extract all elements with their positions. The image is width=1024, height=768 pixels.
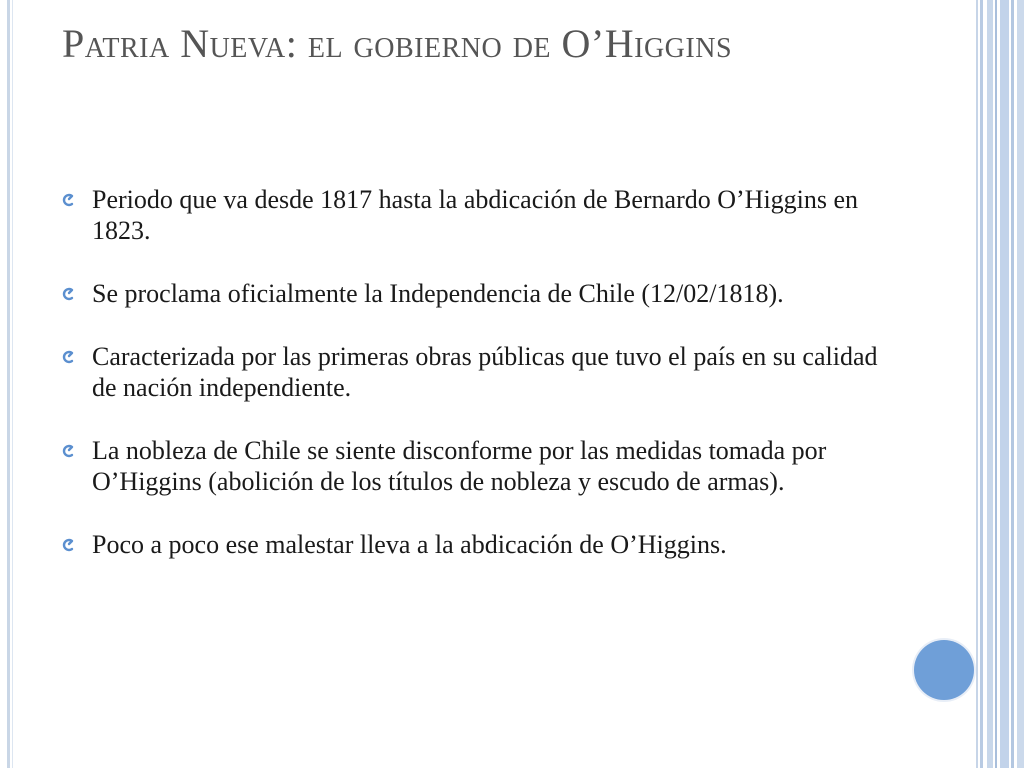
bullet-text: Caracterizada por las primeras obras públicas que tuvo el país en su calidad de nación independiente. — [92, 342, 878, 402]
left-frame-inner-rule — [12, 0, 13, 768]
bullet-item — [62, 341, 902, 403]
left-frame-rule — [7, 0, 10, 768]
stripe — [987, 0, 993, 768]
curl-bullet-icon — [62, 350, 76, 364]
bullet-text: La nobleza de Chile se siente disconforme por las medidas tomada por O’Higgins (abolición de los títulos de nobleza y escudo de armas). — [92, 436, 827, 496]
stripe — [1011, 0, 1014, 768]
curl-bullet-icon — [62, 444, 76, 458]
stripe — [1000, 0, 1009, 768]
stripe — [995, 0, 997, 768]
bullet-item — [62, 184, 902, 246]
curl-bullet-icon — [62, 193, 76, 207]
bullet-text: Se proclama oficialmente la Independencia de Chile (12/02/1818). — [92, 279, 784, 308]
stripe — [980, 0, 983, 768]
bullet-item — [62, 529, 902, 560]
curl-bullet-icon — [62, 287, 76, 301]
right-decorative-stripes — [976, 0, 1024, 768]
bullet-item — [62, 435, 902, 497]
curl-bullet-icon — [62, 538, 76, 552]
bullet-list — [62, 184, 902, 592]
slide-title: Patria Nueva: el gobierno de O’Higgins — [62, 21, 733, 66]
decorative-circle — [914, 640, 974, 700]
bullet-item — [62, 278, 902, 309]
stripe — [1017, 0, 1024, 768]
stripe — [976, 0, 978, 768]
bullet-text: Periodo que va desde 1817 hasta la abdicación de Bernardo O’Higgins en 1823. — [92, 185, 859, 245]
bullet-text: Poco a poco ese malestar lleva a la abdicación de O’Higgins. — [92, 530, 727, 559]
